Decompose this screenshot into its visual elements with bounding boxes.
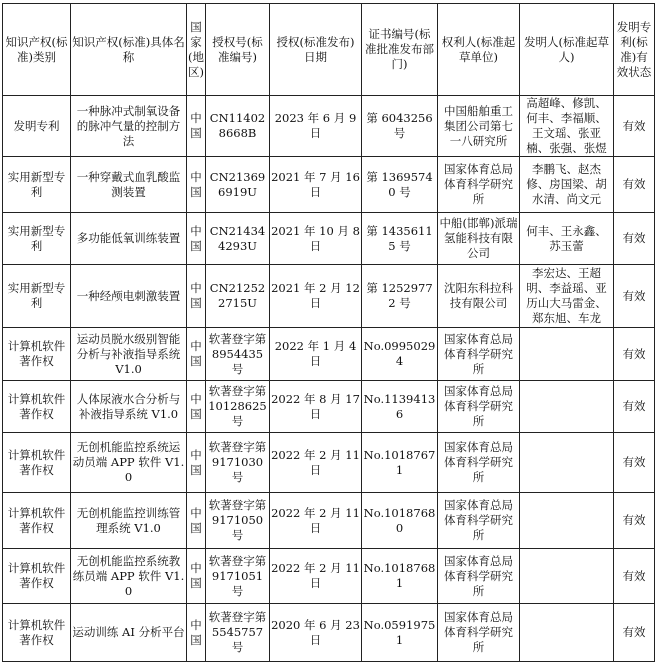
cell-inventors: 李鹏飞、赵杰修、房国梁、胡水清、尚文元: [520, 157, 614, 213]
cell-status: 有效: [614, 433, 655, 493]
header-number: 授权号(标准编号): [206, 4, 270, 96]
cell-status: 有效: [614, 604, 655, 662]
cell-owner: 中国船舶重工集团公司第七一八研究所: [438, 96, 520, 157]
cell-number: CN214344293U: [206, 213, 270, 265]
header-status: 发明专利(标准)有效状态: [614, 4, 655, 96]
cell-owner: 国家体育总局体育科学研究所: [438, 381, 520, 433]
cell-owner: 国家体育总局体育科学研究所: [438, 157, 520, 213]
cell-inventors: 高超峰、修凯、何丰、李福顺、王文瑶、张亚楠、张强、张煜: [520, 96, 614, 157]
table-row: [3, 213, 655, 265]
cell-certificate: 第 14356115 号: [362, 213, 438, 265]
cell-inventors: [520, 433, 614, 493]
cell-inventors: [520, 549, 614, 604]
cell-country: 中国: [187, 381, 206, 433]
cell-country: 中国: [187, 328, 206, 381]
cell-category: 计算机软件著作权: [3, 433, 71, 493]
cell-number: 软著登字第 9171030 号: [206, 433, 270, 493]
cell-date: 2020 年 6 月 23 日: [270, 604, 362, 662]
header-owner: 权利人(标准起草单位): [438, 4, 520, 96]
cell-name: 无创机能监控训练管理系统 V1.0: [71, 493, 187, 549]
cell-number: CN212522715U: [206, 265, 270, 328]
cell-category: 计算机软件著作权: [3, 604, 71, 662]
cell-certificate: No.10187671: [362, 433, 438, 493]
cell-country: 中国: [187, 213, 206, 265]
cell-number: 软著登字第 5545757 号: [206, 604, 270, 662]
cell-certificate: 第 13695740 号: [362, 157, 438, 213]
cell-inventors: [520, 604, 614, 662]
cell-number: 软著登字第 10128625 号: [206, 381, 270, 433]
cell-country: 中国: [187, 96, 206, 157]
cell-owner: 国家体育总局体育科学研究所: [438, 604, 520, 662]
header-country: 国家(地区): [187, 4, 206, 96]
table-row: [3, 433, 655, 493]
cell-certificate: No.09950294: [362, 328, 438, 381]
ip-table: [2, 3, 655, 662]
table-row: [3, 328, 655, 381]
header-name: 知识产权(标准)具体名称: [71, 4, 187, 96]
cell-owner: 国家体育总局体育科学研究所: [438, 549, 520, 604]
cell-name: 人体尿液水合分析与补液指导系统 V1.0: [71, 381, 187, 433]
cell-category: 计算机软件著作权: [3, 549, 71, 604]
cell-category: 实用新型专利: [3, 157, 71, 213]
table-row: [3, 493, 655, 549]
cell-category: 计算机软件著作权: [3, 381, 71, 433]
cell-inventors: [520, 328, 614, 381]
cell-category: 发明专利: [3, 96, 71, 157]
cell-status: 有效: [614, 493, 655, 549]
cell-certificate: 第 12529772 号: [362, 265, 438, 328]
cell-owner: 沈阳东科拉科技有限公司: [438, 265, 520, 328]
table-row: [3, 381, 655, 433]
cell-inventors: 何丰、王永鑫、苏玉蕾: [520, 213, 614, 265]
cell-date: 2023 年 6 月 9 日: [270, 96, 362, 157]
cell-inventors: [520, 493, 614, 549]
cell-date: 2022 年 2 月 11 日: [270, 433, 362, 493]
cell-date: 2022 年 8 月 17 日: [270, 381, 362, 433]
header-date: 授权(标准发布)日期: [270, 4, 362, 96]
cell-country: 中国: [187, 549, 206, 604]
cell-date: 2022 年 1 月 4 日: [270, 328, 362, 381]
cell-name: 运动训练 AI 分析平台: [71, 604, 187, 662]
cell-country: 中国: [187, 433, 206, 493]
cell-country: 中国: [187, 493, 206, 549]
cell-name: 运动员脱水级别智能分析与补液指导系统 V1.0: [71, 328, 187, 381]
cell-status: 有效: [614, 157, 655, 213]
cell-certificate: No.05919751: [362, 604, 438, 662]
table-row: [3, 604, 655, 662]
cell-category: 计算机软件著作权: [3, 493, 71, 549]
cell-name: 无创机能监控系统运动员端 APP 软件 V1.0: [71, 433, 187, 493]
cell-status: 有效: [614, 213, 655, 265]
table-row: [3, 157, 655, 213]
cell-date: 2022 年 2 月 11 日: [270, 493, 362, 549]
cell-owner: 国家体育总局体育科学研究所: [438, 433, 520, 493]
cell-country: 中国: [187, 157, 206, 213]
cell-status: 有效: [614, 328, 655, 381]
cell-status: 有效: [614, 549, 655, 604]
cell-certificate: No.10187681: [362, 549, 438, 604]
table-row: [3, 96, 655, 157]
cell-owner: 国家体育总局体育科学研究所: [438, 328, 520, 381]
table-row: [3, 265, 655, 328]
cell-number: 软著登字第 9171050 号: [206, 493, 270, 549]
header-category: 知识产权(标准)类别: [3, 4, 71, 96]
cell-number: CN114028668B: [206, 96, 270, 157]
cell-category: 实用新型专利: [3, 265, 71, 328]
cell-owner: 国家体育总局体育科学研究所: [438, 493, 520, 549]
cell-date: 2021 年 2 月 12 日: [270, 265, 362, 328]
cell-name: 一种脉冲式制氧设备的脉冲气量的控制方法: [71, 96, 187, 157]
cell-name: 多功能低氧训练装置: [71, 213, 187, 265]
header-inventors: 发明人(标准起草人): [520, 4, 614, 96]
cell-date: 2022 年 2 月 11 日: [270, 549, 362, 604]
cell-inventors: 李宏达、王超明、李益瑶、亚历山大马雷金、郑东旭、车龙: [520, 265, 614, 328]
cell-certificate: No.10187680: [362, 493, 438, 549]
cell-date: 2021 年 10 月 8 日: [270, 213, 362, 265]
cell-category: 实用新型专利: [3, 213, 71, 265]
cell-inventors: [520, 381, 614, 433]
cell-certificate: 第 6043256 号: [362, 96, 438, 157]
cell-name: 无创机能监控系统教练员端 APP 软件 V1.0: [71, 549, 187, 604]
cell-status: 有效: [614, 381, 655, 433]
header-row: [3, 4, 655, 96]
cell-status: 有效: [614, 96, 655, 157]
cell-category: 计算机软件著作权: [3, 328, 71, 381]
header-certificate: 证书编号(标准批准发布部门): [362, 4, 438, 96]
cell-date: 2021 年 7 月 16 日: [270, 157, 362, 213]
table-row: [3, 549, 655, 604]
cell-number: 软著登字第 9171051 号: [206, 549, 270, 604]
cell-country: 中国: [187, 604, 206, 662]
cell-certificate: No.11394136: [362, 381, 438, 433]
cell-name: 一种穿戴式血乳酸监测装置: [71, 157, 187, 213]
cell-number: 软著登字第 8954435 号: [206, 328, 270, 381]
cell-status: 有效: [614, 265, 655, 328]
cell-country: 中国: [187, 265, 206, 328]
cell-number: CN213696919U: [206, 157, 270, 213]
cell-name: 一种经颅电刺激装置: [71, 265, 187, 328]
cell-owner: 中船(邯郸)派瑞氢能科技有限公司: [438, 213, 520, 265]
